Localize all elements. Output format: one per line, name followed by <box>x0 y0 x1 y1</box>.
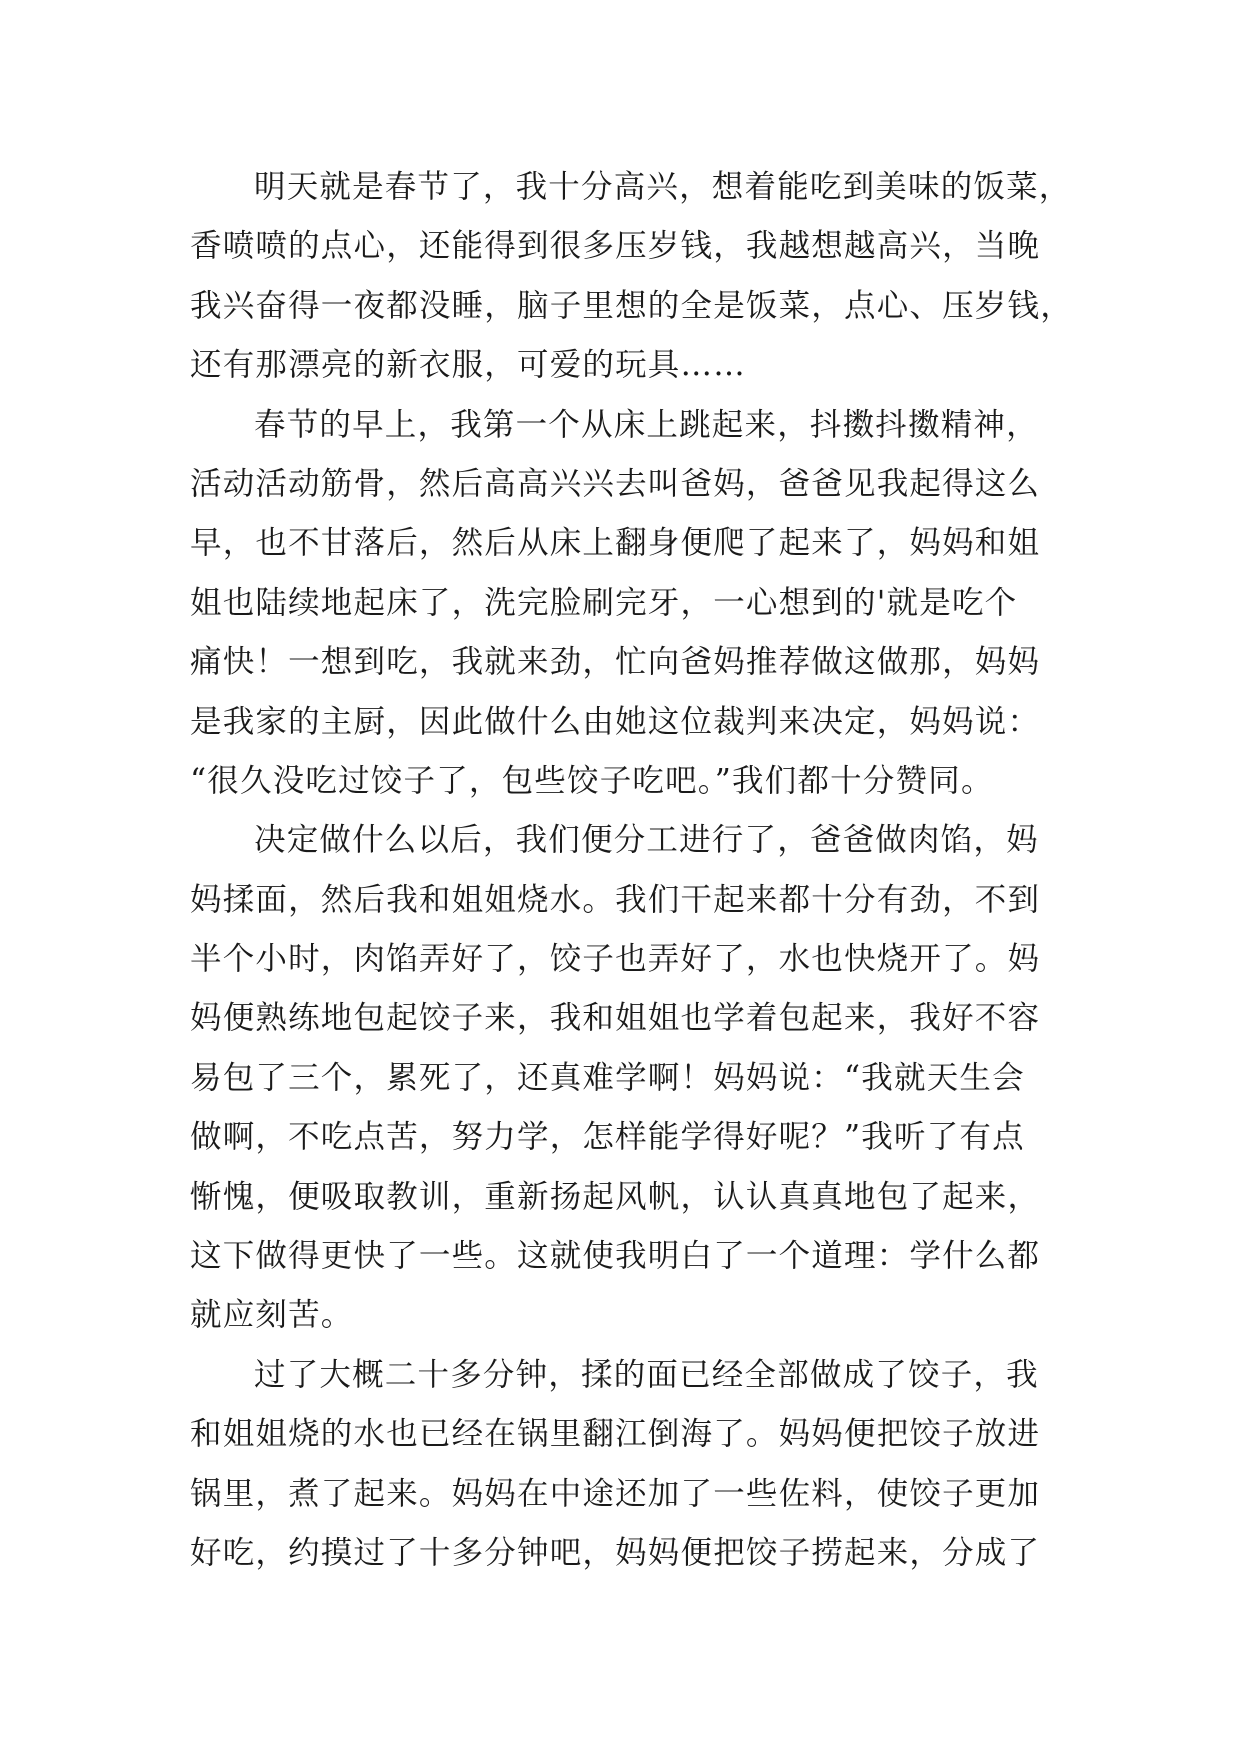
text-line: “很久没吃过饺子了，包些饺子吃吧。”我们都十分赞同。 <box>190 762 994 799</box>
text-line: 是我家的主厨，因此做什么由她这位裁判来决定，妈妈说： <box>190 703 1041 740</box>
paragraph-1 <box>190 158 1073 396</box>
text-line: 我兴奋得一夜都没睡，脑子里想的全是饭菜，点心、压岁钱， <box>190 287 1073 324</box>
text-line: 惭愧，便吸取教训，重新扬起风帆，认认真真地包了起来， <box>190 1178 1041 1215</box>
text-line: 春节的早上，我第一个从床上跳起来，抖擞抖擞精神， <box>254 406 1039 443</box>
text-line: 活动活动筋骨，然后高高兴兴去叫爸妈，爸爸见我起得这么 <box>190 465 1041 502</box>
text-line: 过了大概二十多分钟，揉的面已经全部做成了饺子，我 <box>254 1356 1039 1393</box>
text-line: 半个小时，肉馅弄好了，饺子也弄好了，水也快烧开了。妈 <box>190 941 1041 978</box>
text-line: 和姐姐烧的水也已经在锅里翻江倒海了。妈妈便把饺子放进 <box>190 1416 1041 1453</box>
text-line: 做啊，不吃点苦，努力学，怎样能学得好呢？”我听了有点 <box>190 1119 1025 1156</box>
text-line: 这下做得更快了一些。这就使我明白了一个道理：学什么都 <box>190 1238 1041 1275</box>
text-line: 香喷喷的点心，还能得到很多压岁钱，我越想越高兴，当晚 <box>190 228 1041 265</box>
text-line: 早，也不甘落后，然后从床上翻身便爬了起来了，妈妈和姐 <box>190 525 1041 562</box>
paragraph-2 <box>190 396 1070 812</box>
paragraph-3 <box>190 811 1070 1346</box>
text-line: 决定做什么以后，我们便分工进行了，爸爸做肉馅，妈 <box>254 822 1039 859</box>
text-line: 妈便熟练地包起饺子来，我和姐姐也学着包起来，我好不容 <box>190 1000 1041 1037</box>
text-line: 还有那漂亮的新衣服，可爱的玩具…… <box>190 347 746 384</box>
document-body <box>190 158 1073 1583</box>
text-line: 易包了三个，累死了，还真难学啊！妈妈说：“我就天生会 <box>190 1059 1025 1096</box>
text-line: 锅里，煮了起来。妈妈在中途还加了一些佐料，使饺子更加 <box>190 1475 1041 1512</box>
text-line: 姐也陆续地起床了，洗完脸刷完牙，一心想到的'就是吃个 <box>190 584 1018 621</box>
text-line: 就应刻苦。 <box>190 1297 354 1334</box>
text-line: 明天就是春节了，我十分高兴，想着能吃到美味的饭菜， <box>254 169 1072 205</box>
text-line: 妈揉面，然后我和姐姐烧水。我们干起来都十分有劲，不到 <box>190 881 1041 918</box>
paragraph-4 <box>190 1346 1070 1584</box>
text-line: 好吃，约摸过了十多分钟吧，妈妈便把饺子捞起来，分成了 <box>190 1534 1041 1571</box>
text-line: 痛快！一想到吃，我就来劲，忙向爸妈推荐做这做那，妈妈 <box>190 644 1041 681</box>
